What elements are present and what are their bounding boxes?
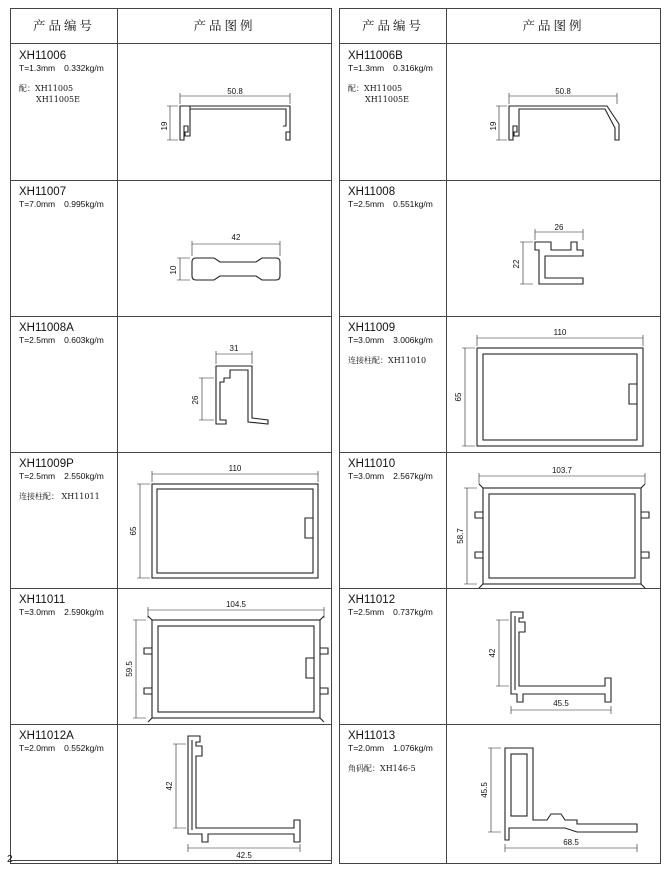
product-spec: T=2.5mm 0.603kg/m [19,335,104,345]
product-row [340,452,660,589]
product-spec: T=7.0mm 0.995kg/m [19,199,104,209]
profile-drawing [447,724,661,860]
product-row [11,316,331,453]
product-info [348,594,444,618]
header-product-figure: 产品图例 [522,18,585,33]
profile-drawing [447,44,661,180]
product-code: XH11009 [348,322,396,334]
product-spec: T=3.0mm 2.590kg/m [19,607,104,617]
right-catalog-table [339,8,661,864]
product-spec: T=3.0mm 2.567kg/m [348,471,433,481]
dimension-label: 10 [169,265,178,275]
product-row [11,588,331,725]
product-info [348,730,444,774]
product-code: XH11008 [348,186,396,198]
dimension-label: 110 [228,464,242,473]
dimension-label: 42.5 [236,851,252,860]
product-code: XH11006B [348,50,403,62]
dimension-label: 45.5 [480,782,489,798]
page-number: 2 [7,854,13,865]
dimension-label: 68.5 [563,838,579,847]
product-spec: T=2.5mm 2.550kg/m [19,471,104,481]
dimension-label: 42 [488,648,497,658]
product-row [11,180,331,317]
dimension-label: 65 [454,392,463,402]
product-spec: T=3.0mm 3.006kg/m [348,335,433,345]
dimension-label: 58.7 [456,528,465,544]
dimension-label: 26 [191,395,200,405]
profile-drawing [118,180,332,316]
product-row [340,588,660,725]
product-note: 连接柱配：XH11010 [348,356,427,365]
header-product-code: 产品编号 [32,18,95,33]
table-header [11,9,331,44]
dimension-label: 19 [160,121,169,131]
profile-drawing [118,724,332,860]
dimension-label: 110 [553,328,567,337]
profile-drawing [447,588,661,724]
product-code: XH11007 [19,186,67,198]
dimension-label: 50.8 [555,87,571,96]
product-note: 配：XH11005 XH11005E [19,84,80,104]
header-product-figure: 产品图例 [193,18,256,33]
product-code: XH11012A [19,730,74,742]
dimension-label: 19 [489,121,498,131]
product-row [340,316,660,453]
profile-drawing [118,588,332,724]
product-info [348,458,444,482]
product-row [340,724,660,861]
product-spec: T=2.0mm 0.552kg/m [19,743,104,753]
product-code: XH11008A [19,322,74,334]
product-code: XH11011 [19,594,66,606]
product-code: XH11013 [348,730,396,742]
profile-drawing [118,452,332,588]
product-info [19,322,115,346]
product-info [348,186,444,210]
product-row [340,180,660,317]
profile-drawing [447,452,661,588]
dimension-label: 104.5 [225,600,247,609]
product-info [19,594,115,618]
product-code: XH11006 [19,50,67,62]
product-note: 连接柱配： XH11011 [19,492,100,501]
dimension-label: 45.5 [553,699,569,708]
product-spec: T=1.3mm 0.332kg/m [19,63,104,73]
product-row [340,44,660,181]
product-info [348,322,444,366]
product-spec: T=2.0mm 1.076kg/m [348,743,433,753]
product-info [19,50,115,105]
product-code: XH11009P [19,458,74,470]
dimension-label: 50.8 [227,87,243,96]
product-code: XH11012 [348,594,396,606]
product-note: 角码配：XH146-5 [348,764,416,773]
left-catalog-table [7,8,332,865]
product-info [19,186,115,210]
profile-drawing [447,316,661,452]
dimension-label: 31 [229,344,239,353]
product-info [19,730,115,754]
product-row [11,44,331,181]
dimension-label: 26 [554,223,564,232]
table-header [340,9,660,44]
product-spec: T=1.3mm 0.316kg/m [348,63,433,73]
product-info [19,458,115,502]
profile-drawing [118,316,332,452]
dimension-label: 59.5 [125,661,134,677]
dimension-label: 42 [231,233,241,242]
product-code: XH11010 [348,458,396,470]
header-product-code: 产品编号 [361,18,424,33]
dimension-label: 65 [129,526,138,536]
product-row [11,452,331,589]
dimension-label: 42 [165,781,174,791]
product-note: 配：XH11005 XH11005E [348,84,409,104]
dimension-label: 103.7 [551,466,573,475]
profile-drawing [447,180,661,316]
profile-drawing [118,44,332,180]
dimension-label: 22 [512,259,521,269]
product-row [11,724,331,861]
product-info [348,50,444,105]
product-spec: T=2.5mm 0.551kg/m [348,199,433,209]
product-spec: T=2.5mm 0.737kg/m [348,607,433,617]
